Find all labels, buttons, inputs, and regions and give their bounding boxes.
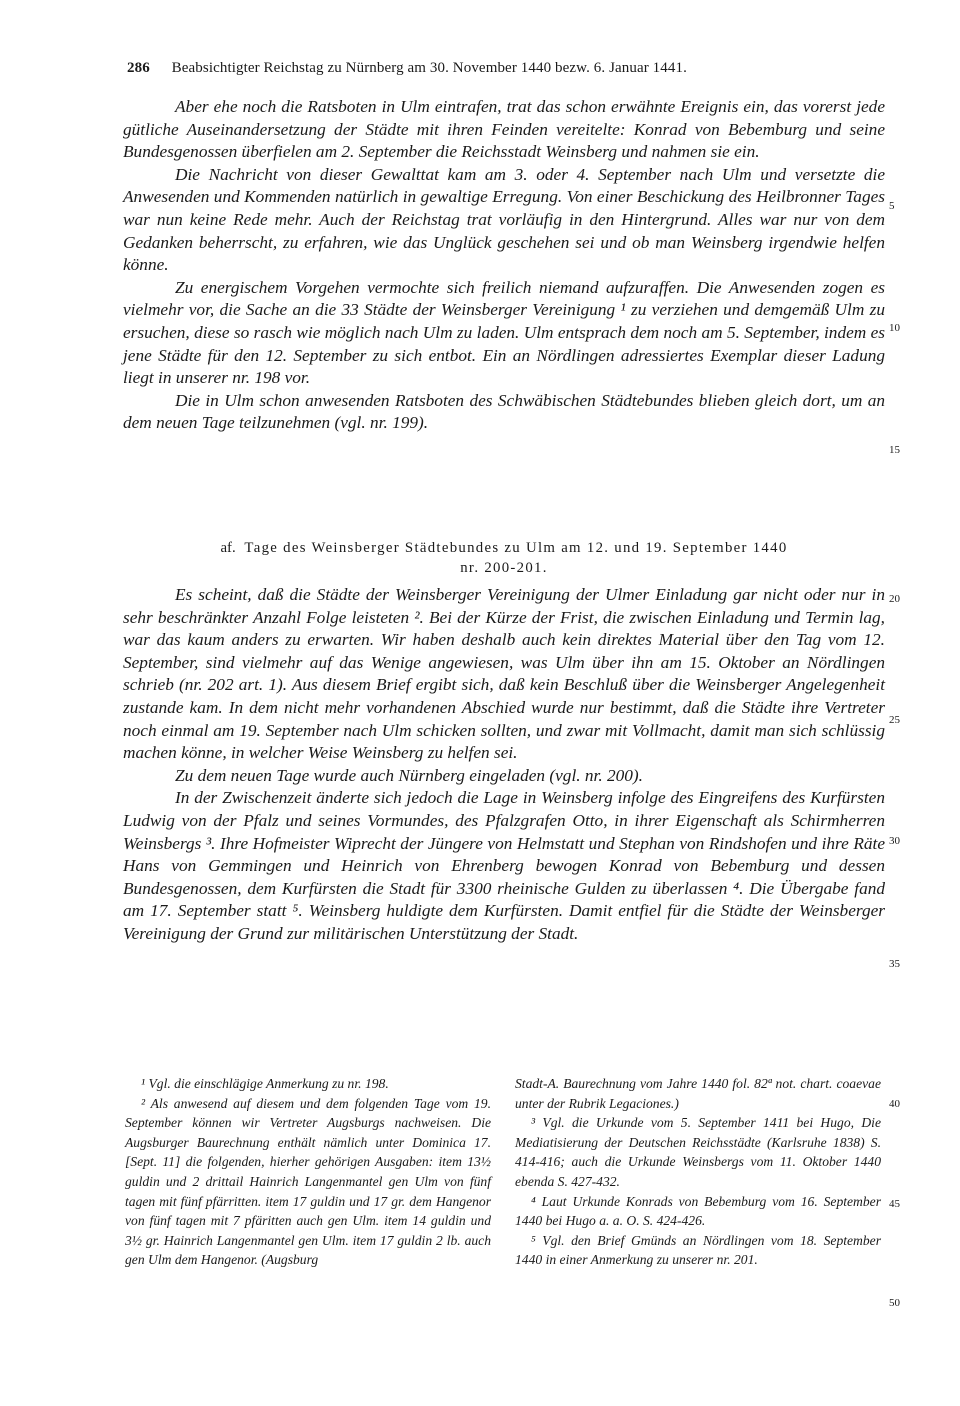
footnote (515, 1074, 881, 1113)
paragraph: Zu energischem Vorgehen vermochte sich freilich niemand aufzuraffen. Die Anwesenden zogen es vielmehr vor, die Sache an die 33 Städte der Weinsberger Vereinigung ¹ zu verziehen und demgemäß Ulm zu ersuchen, diese so rasch wie möglich nach Ulm zu laden. Ulm entsprach dem noch am 5. September, indem es jene Städte für den 12. September zu sich entbot. Ein an Nördlingen adressiertes Exemplar dieser Ladung liegt in unserer nr. 198 vor. (123, 277, 885, 388)
paragraph: Aber ehe noch die Ratsboten in Ulm eintrafen, trat das schon erwähnte Ereignis ein, das vorerst jede gütliche Auseinandersetzung der Städte mit ihren Feinden vereitelte: Konrad von Bebemburg und seine Bundesgenossen überfielen am 2. September die Reichsstadt Weinsberg und nahmen sie ein. (123, 97, 885, 162)
line-number: 5 (889, 200, 895, 212)
paragraph: In der Zwischenzeit änderte sich jedoch die Lage in Weinsberg infolge des Eingreifens des Kurfürsten Ludwig von der Pfalz und seines Vormundes, des Pfalzgrafen Otto, in ihrer Eigenschaft als Schirmherren Weinsbergs ³. Ihre Hofmeister Wiprecht der Jüngere von Helmstatt und Stephan von Rindshofen und ihre Räte Hans von Gemmingen und Heinrich von Ehrenberg bewogen Konrad von Bebemburg und dessen Bundesgenossen, dem Kurfürsten die Stadt für 3300 rheinische Gulden zu überlassen ⁴. Die Übergabe fand am 17. September statt ⁵. Weinsberg huldigte dem Kurfürsten. Damit entfiel für die Städte der Weinsberger Vereinigung der Grund zur militärischen Unterstützung der Stadt. (123, 788, 885, 943)
footnote-text: ² Als anwesend auf diesem und dem folgenden Tage vom 19. September können wir Vertreter Augsburgs nachweisen. Die Augsburger Baurechnung enthält nämlich unter Dominica 17. [Sept. 11] die folgenden, hierher gehörigen Ausgaben: item 13½ guldin und 2 drittail Hainrich Langenmantel gen Ulm von fünf tagen mit fünf pfärritten. item 17 guldin und 17 gr. dem Hangenor von fünf tagen mit 7 pfäritten auch gen Ulm. item 14 guldin und 3½ gr. Hainrich Langenmantel gen Ulm. item 17 guldin 2 lb. auch gen Ulm dem Hangenor. (Augsburg (125, 1095, 491, 1268)
footnotes-right-column (515, 1074, 881, 1270)
footnote (125, 1094, 491, 1270)
footnote (515, 1231, 881, 1270)
page-number: 286 (127, 60, 150, 76)
body-text-bottom (123, 584, 885, 946)
paragraph: Die Nachricht von dieser Gewalttat kam am 3. oder 4. September nach Ulm und versetzte die Anwesenden und Kommenden natürlich in gewaltige Erregung. Von einer Beschickung des Heilbronner Tages war nun keine Rede mehr. Auch der Reichstag trat vorläufig in den Hintergrund. Alles war nur von dem Gedanken beherrscht, zu erfahren, wie das Unglück geschehen sei und ob man Weinsberg irgendwie helfen könne. (123, 164, 885, 275)
section-numbers: nr. 200-201. (460, 560, 548, 576)
section-title: Tage des Weinsberger Städtebundes zu Ulm am 12. und 19. September 1440 (244, 540, 788, 556)
line-number: 45 (889, 1198, 900, 1210)
line-number: 10 (889, 322, 900, 334)
line-number: 20 (889, 593, 900, 605)
footnote-text: ⁵ Vgl. den Brief Gmünds an Nördlingen vom 18. September 1440 in einer Anmerkung zu unserer nr. 201. (515, 1232, 881, 1268)
paragraph: Zu dem neuen Tage wurde auch Nürnberg eingeladen (vgl. nr. 200). (175, 765, 643, 785)
footnote-text: ⁴ Laut Urkunde Konrads von Bebemburg vom 16. September 1440 bei Hugo a. a. O. S. 424-426. (515, 1193, 881, 1229)
line-number: 40 (889, 1098, 900, 1110)
section-mark: af. (220, 540, 236, 556)
footnote (515, 1192, 881, 1231)
line-number: 15 (889, 444, 900, 456)
footnote-text: ¹ Vgl. die einschlägige Anmerkung zu nr. 198. (141, 1076, 389, 1091)
line-number: 50 (889, 1297, 900, 1309)
paragraph: Es scheint, daß die Städte der Weinsberger Vereinigung der Ulmer Einladung gar nicht oder nur in sehr beschränkter Anzahl Folge leisteten ². Bei der Kürze der Frist, die zwischen Einladung und Termin lag, war das kaum anders zu erwarten. Wir haben deshalb auch kein direktes Material über den Tag vom 12. September, sind vielmehr auf das Wenige angewiesen, was Ulm über ihn am 15. Oktober an Nördlingen schrieb (nr. 202 art. 1). Aus diesem Brief ergibt sich, daß kein Beschluß über die Weinsberger Angelegenheit zustande kam. In dem nicht mehr vorhandenen Abschied wurde nur bestimmt, daß die Städte ihre Vertreter noch einmal am 19. September nach Ulm schicken sollten, und zwar mit Vollmacht, damit man sich schlüssig machen könne, in welcher Weise Weinsberg zu helfen sei. (123, 585, 885, 763)
line-number: 35 (889, 958, 900, 970)
line-number: 25 (889, 714, 900, 726)
footnote-text: Stadt-A. Baurechnung vom Jahre 1440 fol. 82ª not. chart. coaevae unter der Rubrik Legaciones.) (515, 1076, 881, 1111)
running-title: Beabsichtigter Reichstag zu Nürnberg am 30. November 1440 bezw. 6. Januar 1441. (171, 60, 687, 76)
footnote (125, 1074, 491, 1094)
footnote-text: ³ Vgl. die Urkunde vom 5. September 1411 bei Hugo, Die Mediatisierung der Deutschen Reichsstädte (Karlsruhe 1838) S. 414-416; auch die Urkunde Weinsbergs vom 11. Oktober 1440 ebenda S. 427-432. (515, 1115, 881, 1189)
body-text-top (123, 96, 885, 435)
running-header (127, 60, 887, 77)
footnotes-left-column (125, 1074, 491, 1270)
line-number: 30 (889, 835, 900, 847)
section-heading (123, 538, 885, 578)
footnote (515, 1113, 881, 1191)
paragraph: Die in Ulm schon anwesenden Ratsboten des Schwäbischen Städtebundes blieben gleich dort, um an dem neuen Tage teilzunehmen (vgl. nr. 199). (123, 390, 885, 433)
